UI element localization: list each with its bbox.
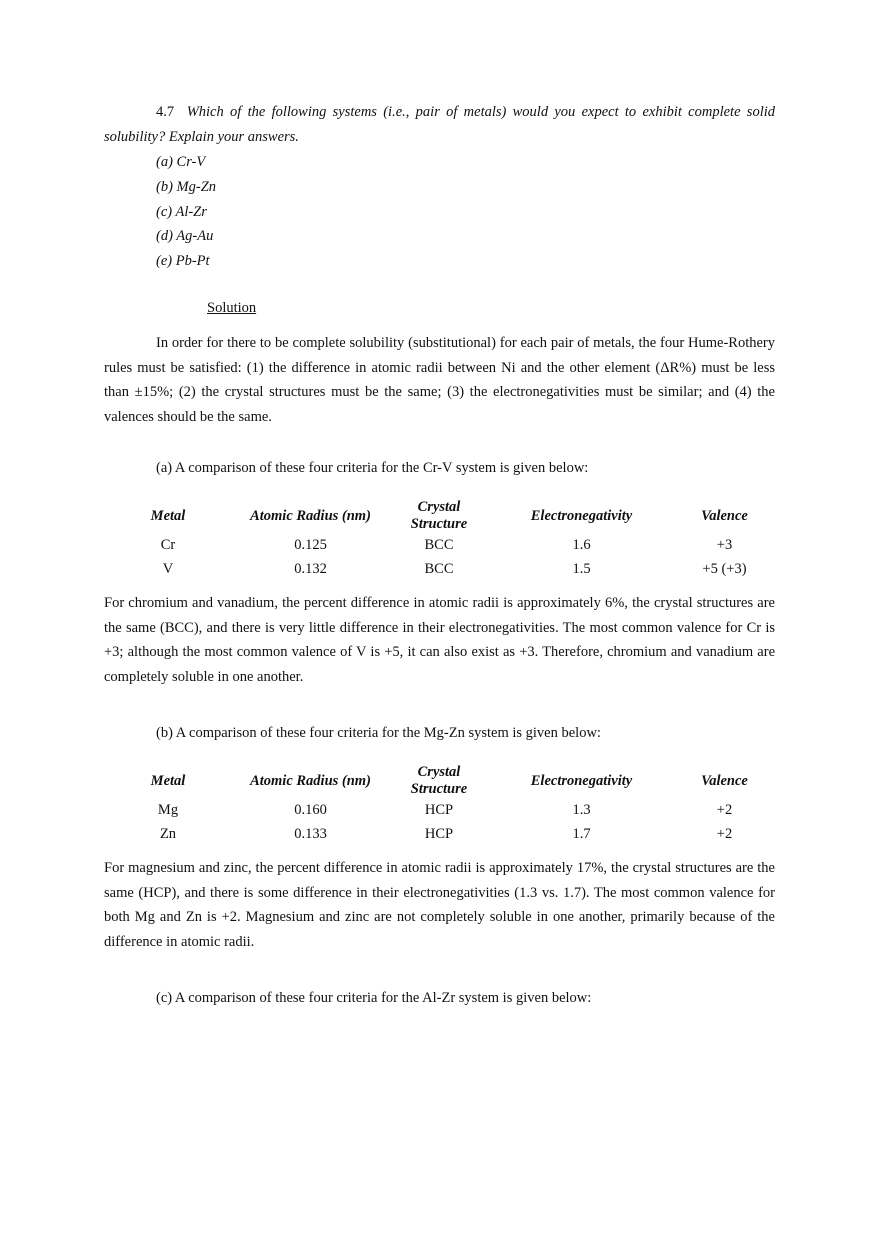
cell-electronegativity: 1.6 [572, 536, 591, 553]
table-row [104, 558, 775, 583]
option-item: (c) Al-Zr [156, 203, 207, 220]
cell-radius: 0.160 [294, 801, 327, 818]
cell-metal: Zn [159, 826, 177, 843]
cell-electronegativity: 1.7 [572, 826, 591, 843]
cell-radius: 0.132 [294, 561, 327, 578]
cell-metal: Cr [160, 536, 176, 553]
cell-radius: 0.125 [294, 536, 327, 553]
criteria-table-mg-zn [104, 764, 775, 847]
cell-metal: Mg [157, 801, 179, 818]
cell-radius: 0.133 [294, 826, 327, 843]
header-crystal-structure: Crystal Structure [410, 499, 468, 532]
table-row [104, 533, 775, 558]
question-text [104, 100, 775, 149]
option-item: (a) Cr-V [156, 154, 206, 170]
header-atomic-radius: Atomic Radius (nm) [250, 507, 371, 524]
option-list [156, 150, 216, 274]
question-number: 4.7 [156, 104, 175, 120]
header-metal: Metal [150, 772, 186, 789]
cell-electronegativity: 1.5 [572, 561, 591, 578]
header-atomic-radius: Atomic Radius (nm) [250, 772, 371, 789]
section-a-conclusion: For chromium and vanadium, the percent difference in atomic radii is approximately 6%, the crystal structures are the same (BCC), and there is very little difference in their electronegativities. The most common valence for Cr is +3; although the most common valence of V is +5, it can also exist as +3. Therefore, chromium and vanadium are completely soluble in one another. [104, 595, 775, 685]
criteria-table-cr-v [104, 499, 775, 582]
table-header-row [104, 499, 775, 533]
cell-valence: +2 [716, 801, 733, 818]
cell-structure: BCC [424, 536, 454, 553]
cell-valence: +5 (+3) [702, 561, 747, 578]
table-header-row [104, 764, 775, 798]
section-c-lead: (c) A comparison of these four criteria for the Al-Zr system is given below: [156, 990, 592, 1006]
section-b-lead: (b) A comparison of these four criteria for the Mg-Zn system is given below: [156, 725, 601, 741]
section-a-lead: (a) A comparison of these four criteria for the Cr-V system is given below: [156, 460, 589, 476]
question-body: Which of the following systems (i.e., pair of metals) would you expect to exhibit complete solid solubility? Explain your answers. [104, 104, 775, 145]
cell-valence: +2 [716, 826, 733, 843]
header-crystal-structure: Crystal Structure [410, 764, 468, 797]
option-item: (b) Mg-Zn [156, 178, 217, 195]
header-valence: Valence [701, 772, 748, 789]
option-item: (d) Ag-Au [156, 228, 214, 245]
header-valence: Valence [701, 507, 748, 524]
cell-metal: V [162, 561, 174, 578]
header-electronegativity: Electronegativity [530, 772, 633, 789]
cell-structure: BCC [424, 561, 454, 578]
cell-electronegativity: 1.3 [572, 801, 591, 818]
intro-paragraph: In order for there to be complete solubility (substitutional) for each pair of metals, the four Hume-Rothery rules must be satisfied: (1) the difference in atomic radii between Ni and the other element (ΔR%) must be less than ±15%; (2) the crystal structures must be the same; (3) the electronegativities must be similar; and (4) the valences should be the same. [104, 335, 775, 425]
table-row [104, 798, 775, 823]
cell-valence: +3 [716, 536, 733, 553]
cell-structure: HCP [424, 801, 454, 818]
table-row [104, 823, 775, 848]
header-electronegativity: Electronegativity [530, 507, 633, 524]
option-item: (e) Pb-Pt [156, 253, 210, 270]
solution-heading: Solution [207, 300, 257, 316]
header-metal: Metal [150, 507, 186, 524]
cell-structure: HCP [424, 826, 454, 843]
section-b-conclusion: For magnesium and zinc, the percent difference in atomic radii is approximately 17%, the crystal structures are the same (HCP), and there is some difference in their electronegativities (1.3 vs. 1.7). The most common valence for both Mg and Zn is +2. Magnesium and zinc are not completely soluble in one another, primarily because of the difference in atomic radii. [104, 860, 775, 950]
